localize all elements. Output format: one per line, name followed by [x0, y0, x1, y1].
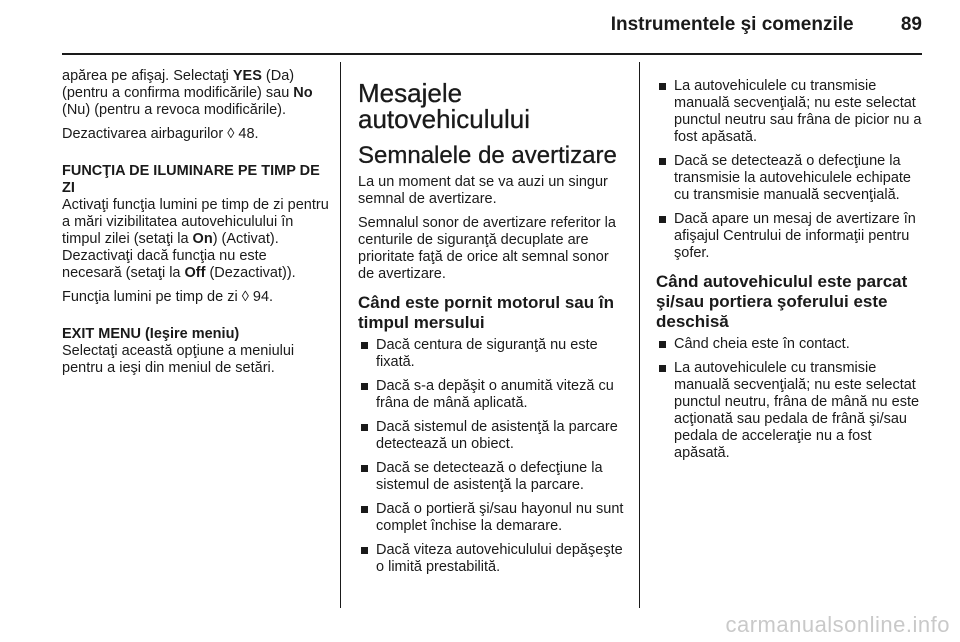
daytime-lights-text: Activaţi funcţia lumini pe timp de zi pentru a mări vizibilitatea autovehiculului în timpul zilei (setaţi la On) (Activat). Dezactivaţi dacă funcţia nu este necesară (setaţi la Off (Dezactivat)). [62, 197, 329, 281]
daytime-lights-heading: FUNCŢIA DE ILUMINARE PE TIMP DE ZI [62, 163, 320, 196]
on-option: On [192, 231, 213, 247]
off-option: Off [184, 265, 206, 281]
page-number: 89 [900, 14, 922, 35]
seatbelt-priority-text: Semnalul sonor de avertizare referitor la centurile de siguranţă decuplate are prioritate faţă de orice alt semnal sonor de avertizare. [358, 215, 616, 282]
header-rule [62, 53, 922, 55]
section-title: Instrumentele şi comenzile [610, 14, 854, 35]
list-item: Dacă se detectează o defecţiune la sistemul de asistenţă la parcare. [358, 460, 626, 494]
yes-option: YES [232, 68, 262, 84]
no-option: No [293, 85, 313, 101]
list-item: La autovehiculele cu transmisie manuală secvenţială; nu este selectat punctul neutru sau frâna de picior nu a fost apăsată. [656, 78, 924, 146]
list-item: Când cheia este în contact. [656, 336, 924, 353]
column-divider-2 [639, 62, 640, 608]
list-item: Dacă viteza autovehiculului depăşeşte o limită prestabilită. [358, 542, 626, 576]
list-item: Dacă o portieră şi/sau hayonul nu sunt complet închise la demarare. [358, 501, 626, 535]
warning-intro: La un moment dat se va auzi un singur semnal de avertizare. [358, 174, 608, 207]
list-item: Dacă sistemul de asistenţă la parcare detectează un obiect. [358, 419, 626, 453]
watermark: carmanualsonline.info [725, 612, 950, 637]
paragraph-confirm: apărea pe afişaj. Selectaţi YES (Da) (pentru a confirma modificările) sau No (Nu) (pentru a revoca modificările). [62, 68, 313, 118]
exit-menu-heading: EXIT MENU (Ieşire meniu) [62, 326, 240, 342]
parked-heading: Când autovehiculul este parcat şi/sau portiera şoferului este deschisă [656, 272, 908, 331]
engine-running-heading: Când este pornit motorul sau în timpul mersului [358, 293, 614, 332]
list-item: Dacă centura de siguranţă nu este fixată. [358, 337, 626, 371]
column-3 [656, 78, 924, 469]
column-2 [358, 80, 626, 583]
exit-menu-text: Selectaţi această opţiune a meniului pentru a ieşi din meniul de setări. [62, 343, 295, 376]
list-item: Dacă apare un mesaj de avertizare în afişajul Centrului de informaţii pentru şofer. [656, 211, 924, 262]
daytime-lights-reference: Funcţia lumini pe timp de zi ◊ 94. [62, 289, 274, 305]
list-item: Dacă se detectează o defecţiune la transmisie la autovehiculele echipate cu transmisie manuală secvenţială. [656, 153, 924, 204]
airbag-reference: Dezactivarea airbagurilor ◊ 48. [62, 126, 259, 142]
list-item: La autovehiculele cu transmisie manuală secvenţială; nu este selectat punctul neutru, frâna de mână nu este acţionată sau pedala de frână şi/sau pedala de acceleraţie nu a fost apăsată. [656, 360, 924, 462]
list-item: Dacă s-a depăşit o anumită viteză cu frâna de mână aplicată. [358, 378, 626, 412]
warning-signals-heading: Semnalele de avertizare [358, 142, 617, 169]
page-title: Mesajele autovehiculului [358, 78, 531, 134]
page-header [611, 14, 922, 36]
column-divider-1 [340, 62, 341, 608]
column-1 [62, 68, 330, 384]
